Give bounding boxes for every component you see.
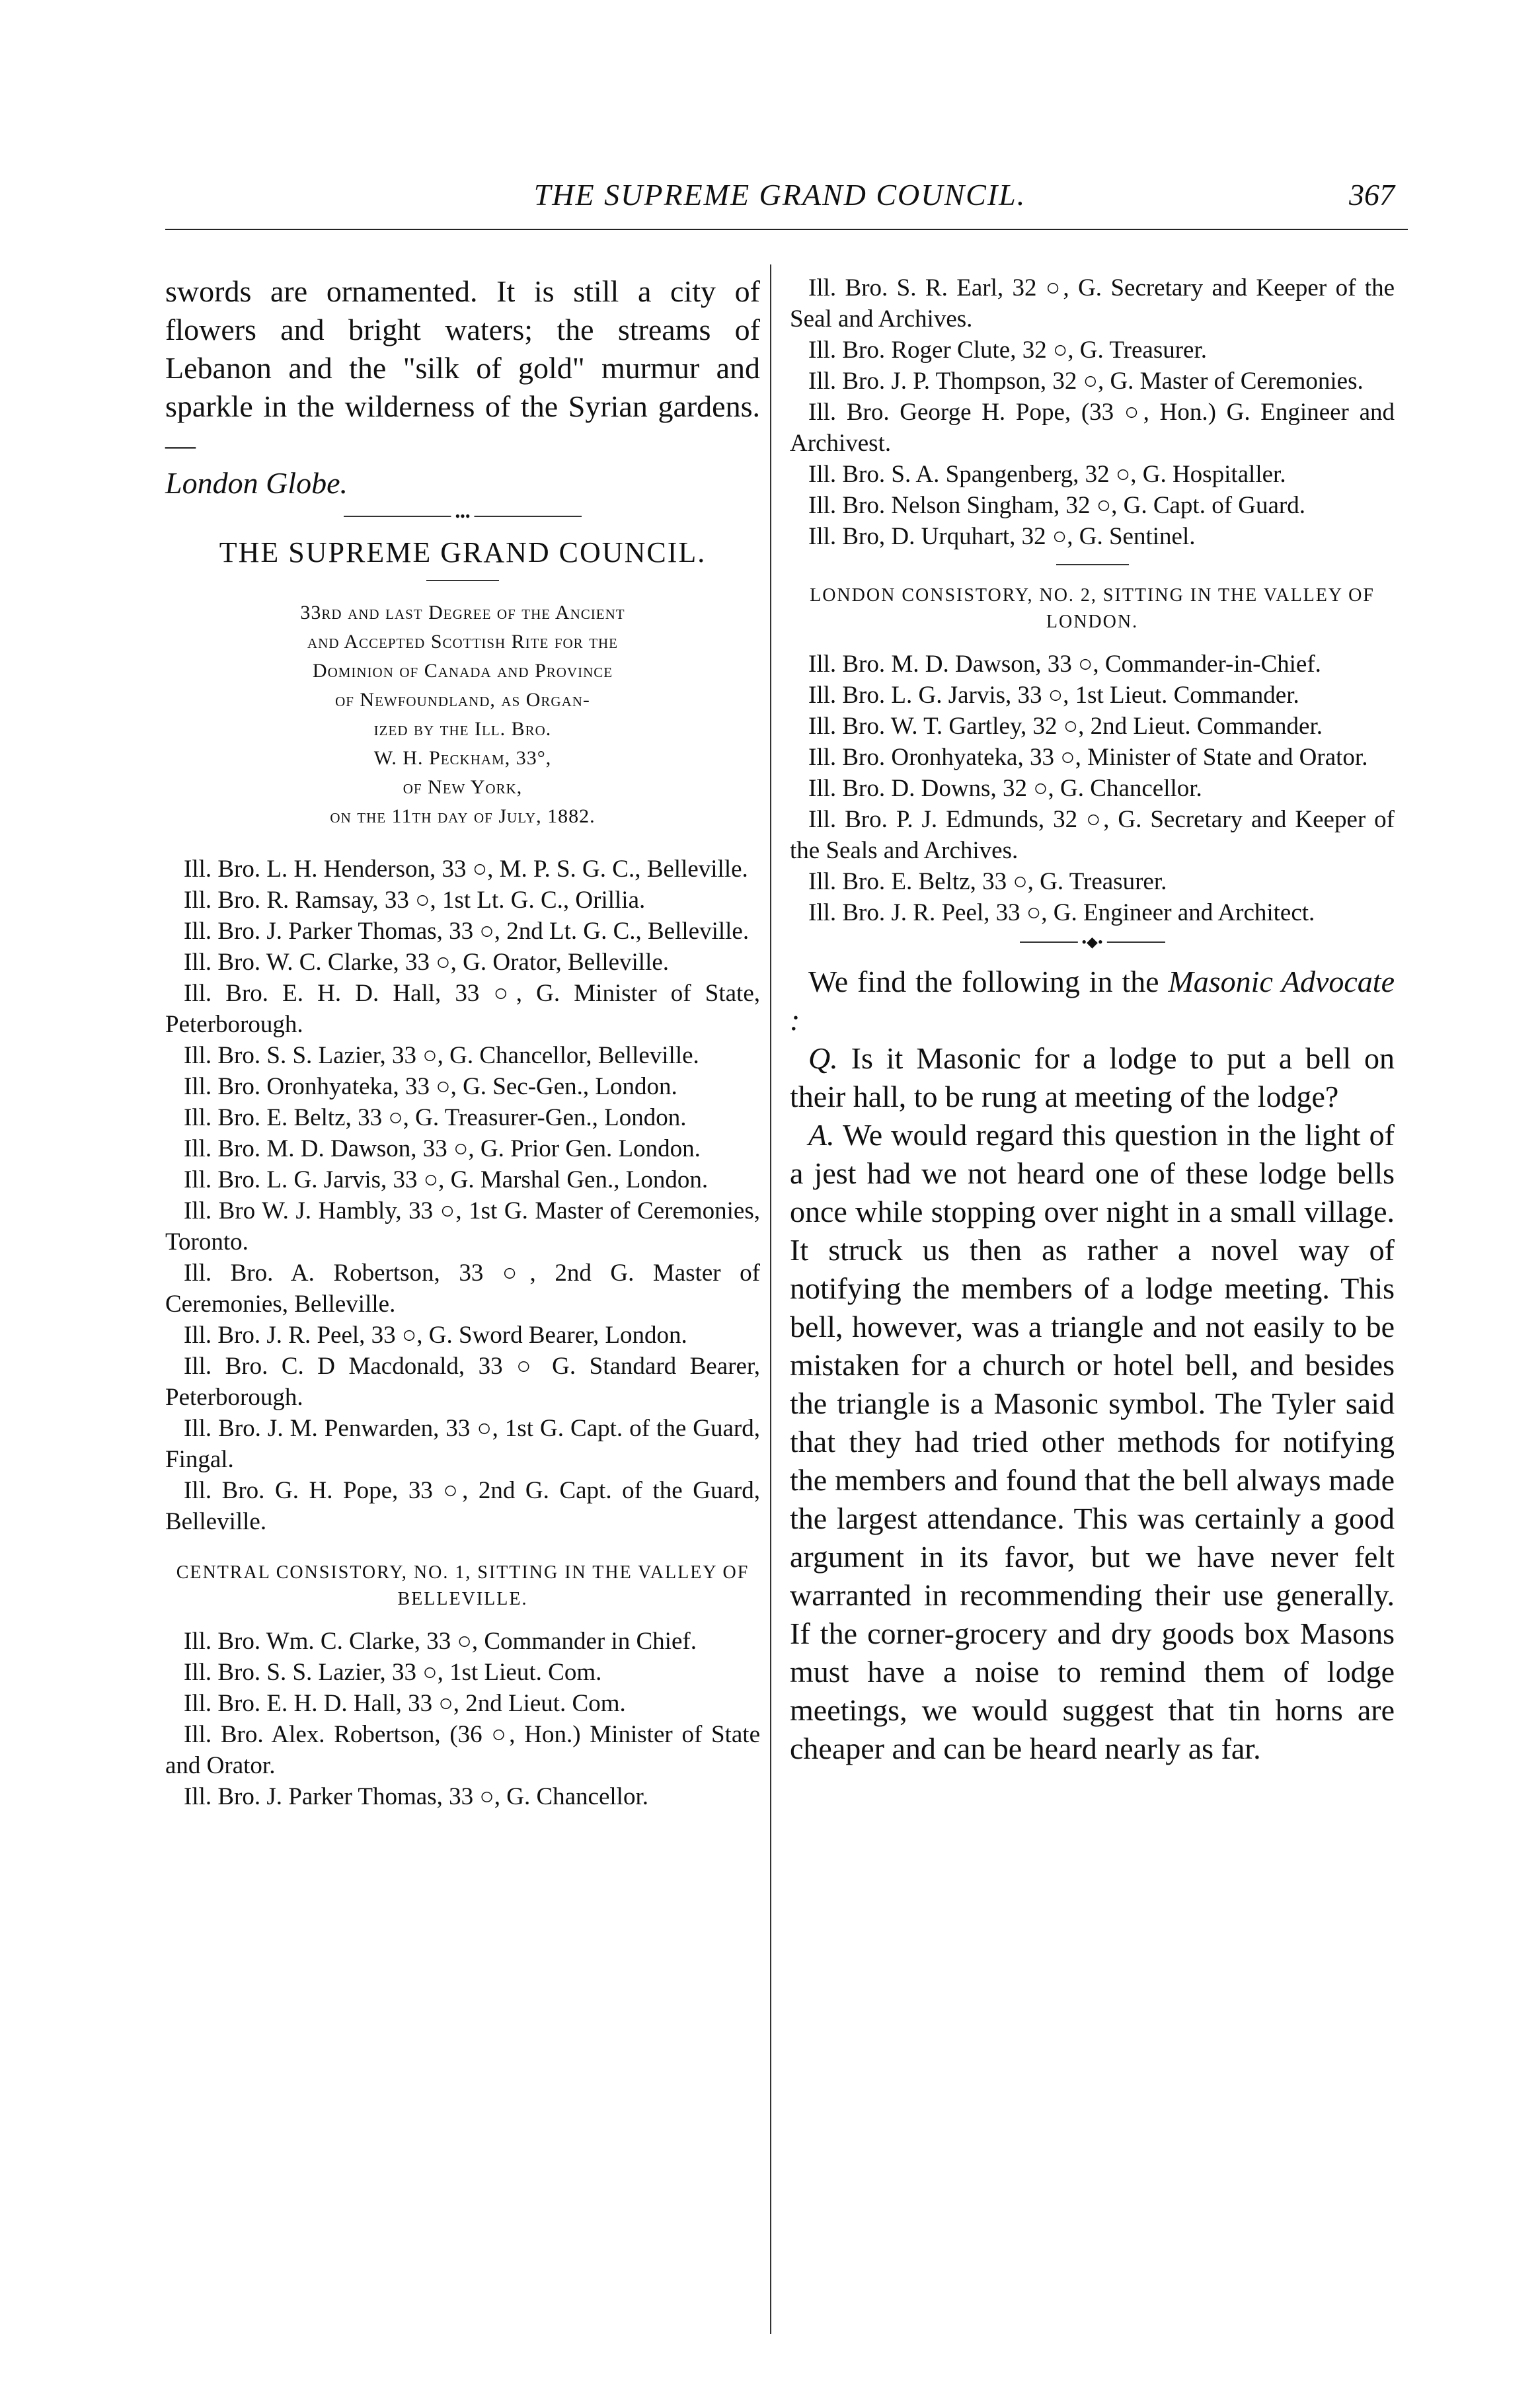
subheading-line: on the 11th day of July, 1882. (330, 805, 596, 827)
list-item: Ill. Bro, D. Urquhart, 32 ○, G. Sentinel. (808, 523, 1196, 550)
list-item: Ill. Bro. George H. Pope, (33 ○, Hon.) G. Engineer and Archivest. (790, 399, 1395, 457)
running-title: THE SUPREME GRAND COUNCIL. (533, 178, 1026, 212)
header-rule (165, 229, 1408, 230)
list-item: Ill. Bro. J. M. Penwarden, 33 ○, 1st G. Capt. of the Guard, Fingal. (165, 1415, 760, 1473)
list-item: Ill. Bro. S. S. Lazier, 33 ○, G. Chancellor, Belleville. (184, 1042, 699, 1069)
question-text: Is it Masonic for a lodge to put a bell on their hall, to be rung at meeting of the lodge? (790, 1041, 1395, 1113)
advocate-intro-text: We find the following in the (808, 965, 1159, 998)
advocate-intro (790, 963, 1395, 1039)
list-item: Ill. Bro. Oronhyateka, 33 ○, Minister of State and Orator. (808, 744, 1368, 771)
list-item: Ill. Bro. Roger Clute, 32 ○, G. Treasurer. (808, 337, 1208, 364)
list-item: Ill. Bro. Oronhyateka, 33 ○, G. Sec-Gen., London. (184, 1073, 677, 1100)
list-item: Ill. Bro. R. Ramsay, 33 ○, 1st Lt. G. C., Orillia. (184, 887, 646, 914)
council-member-list (165, 854, 760, 1537)
answer-text: We would regard this question in the light of a jest had we not heard one of these lodge bells once while stopping over night in a small village. It struck us then as rather a novel way of notifying the members of a lodge meeting. This bell, however, was a triangle and not easily to be mistaken for a church or hotel bell, and besides the triangle is a Masonic symbol. The Tyler said that they had tried other methods for notifying the members and found that the bell always made the largest attendance. This was certainly a good argument in its favor, but we have never felt warranted in recommending their use generally. If the corner-grocery and dry goods box Masons must have a noise to remind them of lodge meetings, we would suggest that tin horns are cheaper and can be heard nearly as far. (790, 1118, 1395, 1765)
belleville-member-list (165, 1626, 760, 1812)
page-number: 367 (1349, 178, 1395, 212)
list-item: Ill. Bro W. J. Hambly, 33 ○, 1st G. Master of Ceremonies, Toronto. (165, 1197, 760, 1256)
belleville-member-list-continued (790, 272, 1395, 552)
answer-label: A. (808, 1118, 835, 1152)
list-item: Ill. Bro. L. G. Jarvis, 33 ○, 1st Lieut. Commander. (808, 682, 1299, 709)
list-item: Ill. Bro. J. P. Thompson, 32 ○, G. Master of Ceremonies. (808, 368, 1364, 395)
list-item: Ill. Bro. J. R. Peel, 33 ○, G. Engineer and Architect. (808, 899, 1315, 926)
column-divider (770, 264, 771, 2334)
page-header (165, 177, 1395, 230)
subheading-line: of New York, (403, 776, 523, 798)
list-item: Ill. Bro. M. D. Dawson, 33 ○, G. Prior Gen. London. (184, 1135, 701, 1162)
subheading-line: ized by the Ill. Bro. (373, 718, 552, 740)
list-item: Ill. Bro. W. T. Gartley, 32 ○, 2nd Lieut. Commander. (808, 713, 1323, 740)
london-member-list (790, 649, 1395, 928)
list-item: Ill. Bro. E. Beltz, 33 ○, G. Treasurer-Gen., London. (184, 1104, 687, 1131)
advocate-name: Masonic Advocate : (790, 965, 1395, 1037)
subheading-line: of Newfoundland, as Organ- (335, 689, 590, 711)
subheading-line: 33rd and last Degree of the Ancient (300, 602, 625, 623)
list-item: Ill. Bro. J. R. Peel, 33 ○, G. Sword Bearer, London. (184, 1322, 687, 1349)
list-item: Ill. Bro. L. H. Henderson, 33 ○, M. P. S. G. C., Belleville. (184, 856, 748, 883)
section-rule (1056, 564, 1129, 565)
list-item: Ill. Bro. J. Parker Thomas, 33 ○, 2nd Lt. G. C., Belleville. (184, 918, 750, 945)
ornament-rule (1020, 934, 1165, 950)
list-item: Ill. Bro. W. C. Clarke, 33 ○, G. Orator, Belleville. (184, 949, 670, 976)
subheading-line: and Accepted Scottish Rite for the (307, 631, 619, 653)
opening-source: London Globe. (165, 466, 348, 500)
ornament-rule (344, 508, 582, 524)
list-item: Ill. Bro. E. H. D. Hall, 33 ○, 2nd Lieut. Com. (184, 1690, 626, 1717)
list-item: Ill. Bro. Nelson Singham, 32 ○, G. Capt. of Guard. (808, 492, 1305, 519)
opening-paragraph: swords are ornamented. It is still a city of flowers and bright waters; the streams of Lebanon and the "silk of gold" murmur and sparkle in the wilderness of the Syrian gardens.— (165, 274, 760, 461)
list-item: Ill. Bro. Alex. Robertson, (36 ○, Hon.) Minister of State and Orator. (165, 1721, 760, 1779)
list-item: Ill. Bro. A. Robertson, 33 ○, 2nd G. Master of Ceremonies, Belleville. (165, 1260, 760, 1318)
question-label: Q. (808, 1041, 838, 1075)
list-item: Ill. Bro. G. H. Pope, 33 ○, 2nd G. Capt. of the Guard, Belleville. (165, 1477, 760, 1535)
ornament-glyph: ••• (451, 508, 474, 525)
list-item: Ill. Bro. L. G. Jarvis, 33 ○, G. Marshal Gen., London. (184, 1166, 709, 1193)
list-item: Ill. Bro. S. R. Earl, 32 ○, G. Secretary and Keeper of the Seal and Archives. (790, 274, 1395, 333)
list-item: Ill. Bro. S. A. Spangenberg, 32 ○, G. Hospitaller. (808, 461, 1286, 488)
list-item: Ill. Bro. S. S. Lazier, 33 ○, 1st Lieut. Com. (184, 1659, 602, 1686)
subheading (165, 598, 760, 831)
right-column (790, 272, 1395, 1768)
question-paragraph (790, 1039, 1395, 1116)
list-item: Ill. Bro. Wm. C. Clarke, 33 ○, Commander in Chief. (184, 1628, 697, 1655)
list-item: Ill. Bro. E. Beltz, 33 ○, G. Treasurer. (808, 868, 1167, 895)
subheading-line: W. H. Peckham, 33°, (373, 747, 552, 769)
heading-rule (426, 580, 499, 581)
list-item: Ill. Bro. C. D Macdonald, 33 ○ G. Standard Bearer, Peterborough. (165, 1353, 760, 1411)
ornament-glyph: •◆• (1077, 934, 1106, 951)
left-column (165, 272, 760, 1812)
list-item: Ill. Bro. P. J. Edmunds, 32 ○, G. Secretary and Keeper of the Seals and Archives. (790, 806, 1395, 864)
list-item: Ill. Bro. E. H. D. Hall, 33 ○, G. Minister of State, Peterborough. (165, 980, 760, 1038)
section-heading-belleville: CENTRAL CONSISTORY, NO. 1, SITTING IN THE VALLEY OF BELLEVILLE. (176, 1562, 750, 1609)
list-item: Ill. Bro. D. Downs, 32 ○, G. Chancellor. (808, 775, 1202, 802)
section-heading-london: LONDON CONSISTORY, NO. 2, SITTING IN THE VALLEY OF LONDON. (810, 585, 1375, 632)
article-heading: THE SUPREME GRAND COUNCIL. (219, 536, 707, 569)
answer-paragraph (790, 1116, 1395, 1768)
list-item: Ill. Bro. J. Parker Thomas, 33 ○, G. Chancellor. (184, 1783, 648, 1810)
subheading-line: Dominion of Canada and Province (312, 660, 613, 682)
list-item: Ill. Bro. M. D. Dawson, 33 ○, Commander-in-Chief. (808, 651, 1321, 678)
